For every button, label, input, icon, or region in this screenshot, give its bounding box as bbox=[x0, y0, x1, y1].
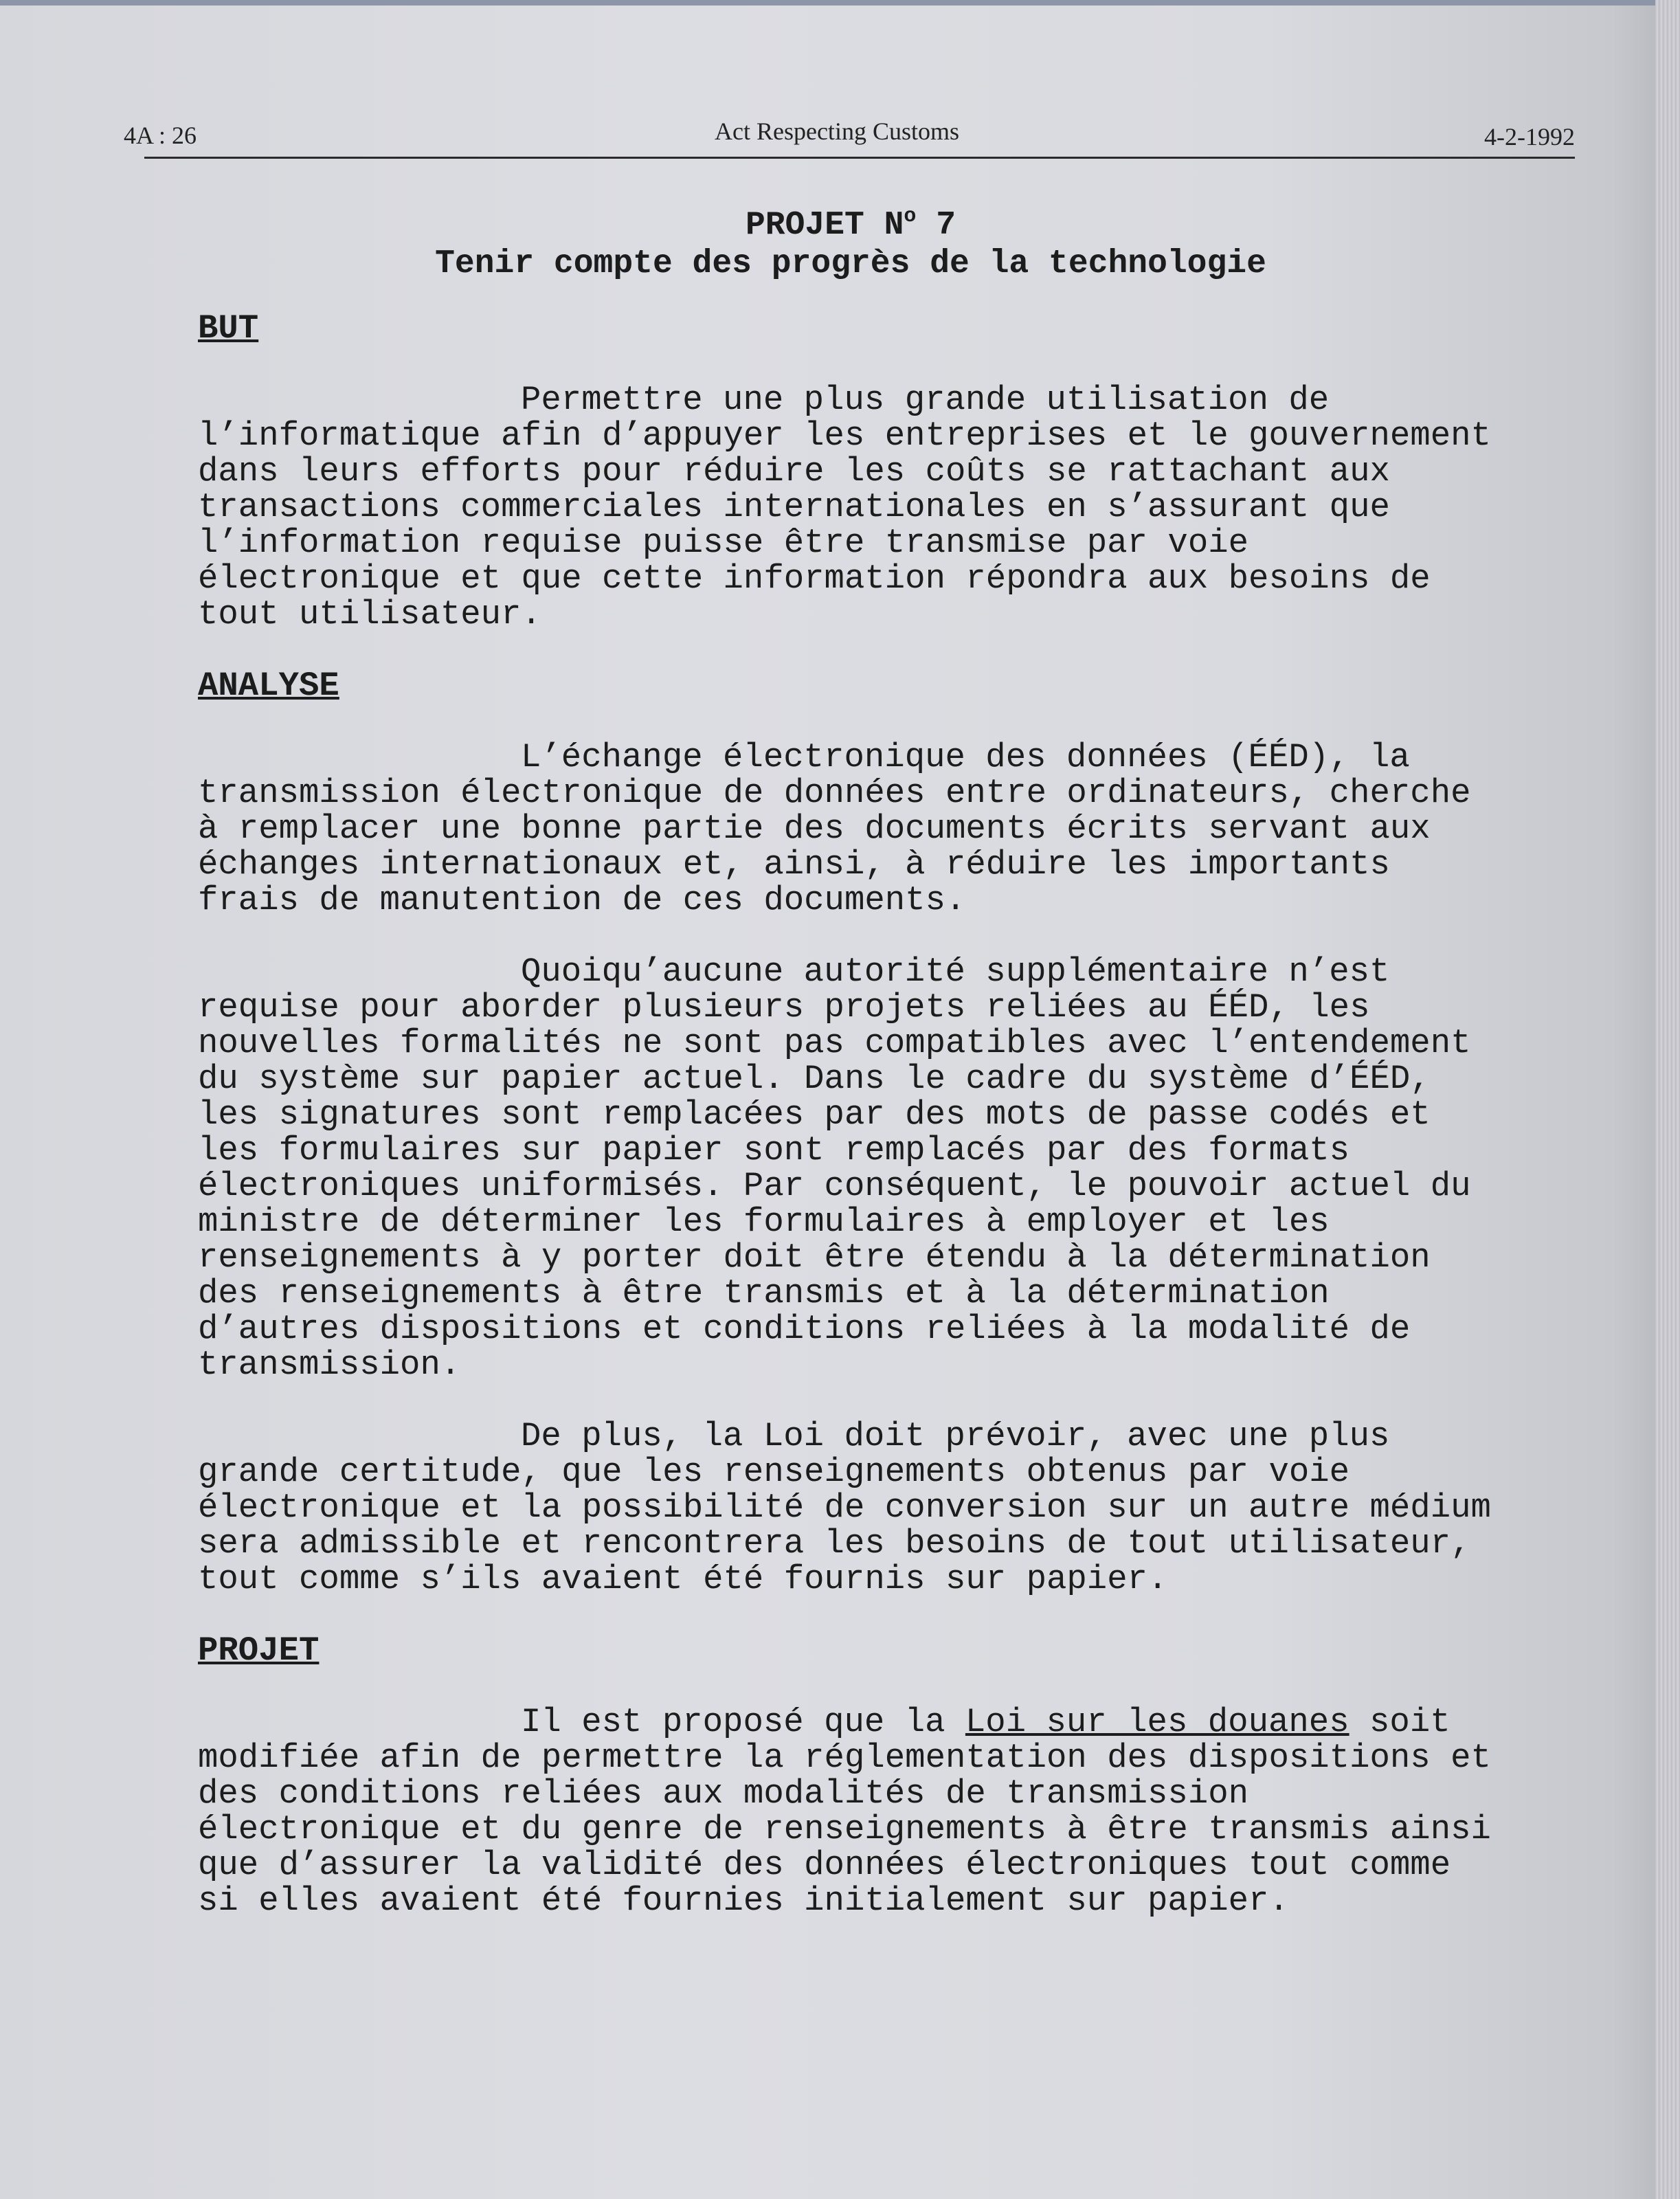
law-title-underlined: Loi sur les douanes bbox=[965, 1703, 1349, 1741]
analyse-heading: ANALYSE bbox=[198, 667, 339, 705]
analyse-paragraph-1: L’échange électronique des données (ÉÉD), la transmission électronique de données entre ordinateurs, cherche à remplacer une bonne partie des documents écrits servant aux échanges internationaux et, ainsi, à réduire les importants frais de manutention de ces documents. bbox=[198, 738, 1471, 919]
but-heading: BUT bbox=[198, 309, 259, 348]
project-title bbox=[198, 206, 1503, 245]
header-date: 4-2-1992 bbox=[1484, 123, 1575, 150]
header-rule bbox=[144, 157, 1575, 159]
projet-lead-text: Il est proposé que la bbox=[521, 1703, 965, 1741]
project-subtitle: Tenir compte des progrès de la technologie bbox=[435, 245, 1266, 282]
running-header bbox=[124, 117, 1575, 158]
scan-top-edge bbox=[0, 0, 1680, 5]
title-degree: o bbox=[904, 205, 917, 228]
projet-remaining-text: soit modifiée afin de permettre la réglementation des dispositions et des conditions reliées aux modalités de transmission électronique et du genre de renseignements à être transmis ainsi que d’assurer la validité des données électroniques tout comme si elles avaient été fournies initialement sur papier. bbox=[198, 1703, 1491, 1920]
title-number: 7 bbox=[916, 207, 956, 244]
page-reference: 4A : 26 bbox=[124, 122, 197, 149]
analyse-paragraph-3: De plus, la Loi doit prévoir, avec une plus grande certitude, que les renseignements obtenus par voie électronique et la possibilité de conversion sur un autre médium sera admissible et rencontrera les besoins de tout utilisateur, tout comme s’ils avaient été fournis sur papier. bbox=[198, 1417, 1491, 1598]
projet-heading: PROJET bbox=[198, 1631, 320, 1670]
analyse-paragraph-2: Quoiqu’aucune autorité supplémentaire n’est requise pour aborder plusieurs projets reliées au ÉÉD, les nouvelles formalités ne sont pas compatibles avec l’entendement du système sur papier actuel. Dans le cadre du système d’ÉÉD, les signatures sont remplacées par des mots de passe codés et les formulaires sur papier sont remplacés par des formats électroniques uniformisés. Par conséquent, le pouvoir actuel du ministre de déterminer les formulaires à employer et les renseignements à y porter doit être étendu à la détermination des renseignements à être transmis et à la détermination d’autres dispositions et conditions reliées à la modalité de transmission. bbox=[198, 952, 1471, 1384]
act-title: Act Respecting Customs bbox=[715, 118, 959, 145]
but-paragraph: Permettre une plus grande utilisation de l’informatique afin d’appuyer les entreprises et le gouvernement dans leurs efforts pour réduire les coûts se rattachant aux transactions commerciales internationales en s’assurant que l’information requise puisse être transmise par voie électronique et que cette information répondra aux besoins de tout utilisateur. bbox=[198, 381, 1491, 634]
document-body bbox=[198, 206, 1503, 1919]
page-stack-edge bbox=[1655, 0, 1680, 2199]
projet-paragraph bbox=[198, 1704, 1503, 1919]
title-prefix: PROJET N bbox=[745, 207, 904, 244]
